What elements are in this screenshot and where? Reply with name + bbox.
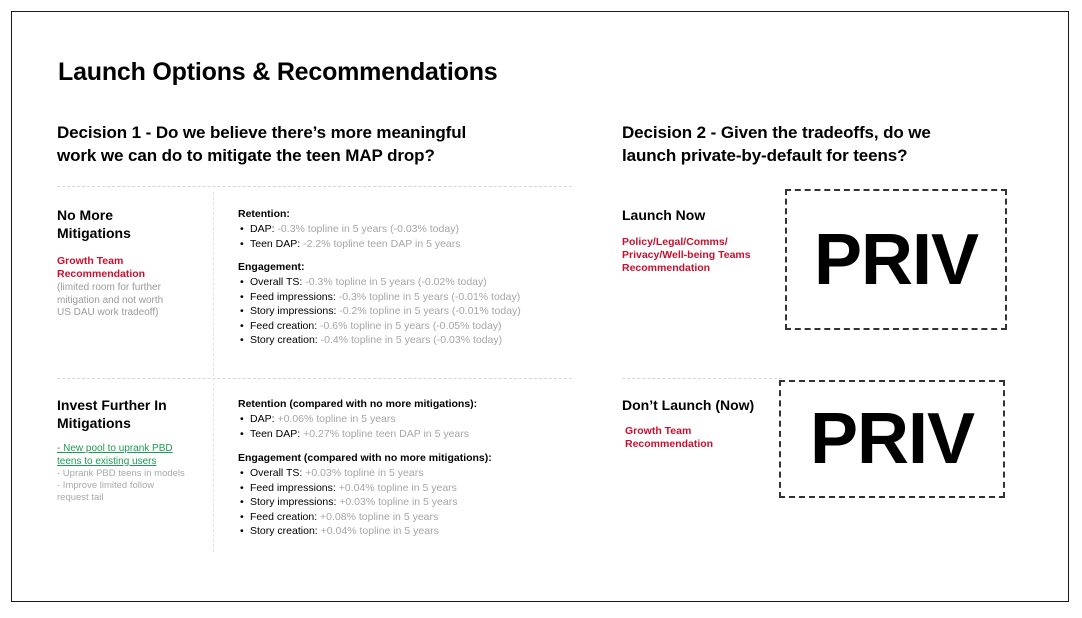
metric-item: • DAP: +0.06% topline in 5 years: [238, 412, 492, 427]
option-2-link-notes[interactable]: - New pool to uprank PBD teens to existing users: [57, 443, 173, 467]
option-1-notes: (limited room for further mitigation and not worth US DAU work tradeoff): [57, 282, 164, 318]
option-no-more-mitigations: No More Mitigations: [57, 207, 131, 241]
option-1-metrics: [238, 208, 521, 348]
retention-header: Retention:: [238, 208, 290, 220]
metric-item: • Teen DAP: +0.27% topline teen DAP in 5 years: [238, 427, 492, 442]
divider-middle-right: [622, 378, 782, 379]
metric-item: • Feed creation: -0.6% topline in 5 years (-0.05% today): [238, 319, 521, 334]
metric-item: • Overall TS: +0.03% topline in 5 years: [238, 466, 492, 481]
policy-teams-recommendation: Policy/Legal/Comms/ Privacy/Well-being Teams Recommendation: [622, 236, 751, 274]
option-2-metrics: [238, 398, 492, 539]
metric-item: • Overall TS: -0.3% topline in 5 years (-0.02% today): [238, 275, 521, 290]
priv-box-dont-launch: [779, 380, 1005, 498]
option-dont-launch: Don’t Launch (Now): [622, 397, 755, 413]
divider-middle-left: [57, 378, 572, 379]
divider-vertical: [213, 192, 214, 552]
option-2-notes: - Uprank PBD teens in models - Improve limited follow request tail: [57, 468, 185, 503]
decision-2-question: Decision 2 - Given the tradeoffs, do we launch private-by-default for teens?: [622, 123, 931, 165]
priv-box-launch-now: [785, 189, 1007, 330]
metric-item: • Feed impressions: +0.04% topline in 5 years: [238, 481, 492, 496]
priv-label: PRIV: [813, 219, 979, 300]
engagement-header: Engagement (compared with no more mitigations):: [238, 452, 492, 464]
option-launch-now: Launch Now: [622, 207, 706, 223]
divider-top-left: [57, 186, 572, 187]
page-title: Launch Options & Recommendations: [58, 58, 498, 86]
growth-team-recommendation-2: Growth Team Recommendation: [625, 425, 714, 450]
metric-item: • Feed creation: +0.08% topline in 5 years: [238, 510, 492, 525]
metric-item: • DAP: -0.3% topline in 5 years (-0.03% today): [238, 222, 521, 237]
priv-label: PRIV: [809, 399, 975, 479]
engagement-header: Engagement:: [238, 261, 305, 273]
metric-item: • Feed impressions: -0.3% topline in 5 years (-0.01% today): [238, 290, 521, 305]
metric-item: • Story creation: +0.04% topline in 5 years: [238, 524, 492, 539]
decision-1-question: Decision 1 - Do we believe there’s more meaningful work we can do to mitigate the teen MAP drop?: [57, 123, 467, 165]
metric-item: • Teen DAP: -2.2% topline teen DAP in 5 years: [238, 237, 521, 252]
growth-team-recommendation: Growth Team Recommendation: [57, 255, 146, 280]
retention-header: Retention (compared with no more mitigations):: [238, 398, 478, 410]
option-invest-further: Invest Further In Mitigations: [57, 397, 167, 431]
metric-item: • Story impressions: +0.03% topline in 5 years: [238, 495, 492, 510]
metric-item: • Story impressions: -0.2% topline in 5 years (-0.01% today): [238, 304, 521, 319]
metric-item: • Story creation: -0.4% topline in 5 years (-0.03% today): [238, 333, 521, 348]
